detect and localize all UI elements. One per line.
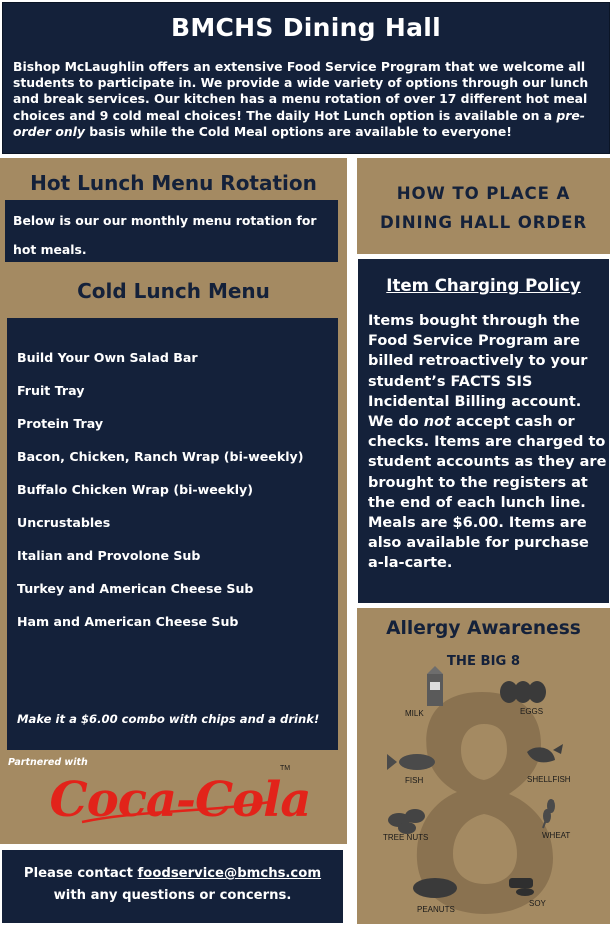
allergen-label: FISH <box>405 776 424 785</box>
cold-lunch-item: Ham and American Cheese Sub <box>17 614 239 629</box>
milk-icon <box>427 666 443 706</box>
cold-lunch-item: Uncrustables <box>17 515 111 530</box>
order-instructions-box <box>357 158 610 254</box>
cold-lunch-item: Buffalo Chicken Wrap (bi-weekly) <box>17 482 254 497</box>
cold-lunch-list <box>17 350 304 647</box>
intro-emphasis: pre-order only <box>13 107 585 139</box>
order-title-line1: HOW TO PLACE A <box>396 184 571 203</box>
allergen-label: EGGS <box>520 707 544 716</box>
intro-text-part2: basis while the Cold Meal options are available to everyone! <box>84 123 512 139</box>
coca-cola-logo <box>49 758 311 834</box>
allergen-label: MILK <box>405 709 424 718</box>
contact-box <box>2 847 343 923</box>
allergy-box <box>357 608 610 924</box>
contact-text <box>2 863 343 907</box>
big-8-graphic <box>357 670 610 924</box>
hot-lunch-box <box>5 200 338 262</box>
combo-note: Make it a $6.00 combo with chips and a drink! <box>17 712 320 726</box>
allergen-label: PEANUTS <box>417 905 455 914</box>
fish-icon <box>387 754 435 770</box>
menu-column <box>0 158 347 844</box>
page-title: BMCHS Dining Hall <box>170 13 442 42</box>
policy-text-part2: accept cash or checks. Items are charged to student accounts as they are brought to the registers at the end of each lunch line. Meals are $6.00. Items are also available for purchase a-la-carte. <box>368 414 607 572</box>
cold-lunch-item: Fruit Tray <box>17 383 85 398</box>
tree-nuts-icon <box>388 809 425 834</box>
wheat-icon <box>543 800 554 828</box>
contact-prefix: Please contact <box>23 866 138 881</box>
allergy-subtitle: THE BIG 8 <box>446 654 521 669</box>
allergen-label: SHELLFISH <box>527 775 571 784</box>
cold-lunch-item: Turkey and American Cheese Sub <box>17 581 254 596</box>
intro-paragraph <box>13 59 605 140</box>
policy-text-part1: Items bought through the Food Service Program are billed retroactively to your student’s FACTS SIS Incidental Billing account. We do <box>368 313 588 431</box>
policy-title: Item Charging Policy <box>386 276 581 295</box>
cold-lunch-item: Bacon, Chicken, Ranch Wrap (bi-weekly) <box>17 449 304 464</box>
trademark-mark: TM <box>280 765 291 772</box>
hot-lunch-title: Hot Lunch Menu Rotation <box>30 171 317 195</box>
policy-emphasis: not <box>423 414 451 431</box>
cold-lunch-item: Protein Tray <box>17 416 104 431</box>
partnered-label: Partnered with <box>8 757 88 768</box>
intro-text-part1: Bishop McLaughlin offers an extensive Food Service Program that we welcome all students to participate in. We provide a wide variety of options through our lunch and break services. Our kitchen has a menu rotation of over 17 different hot meal choices and 9 cold meal choices! The daily Hot Lunch option is available on a <box>13 59 589 123</box>
charging-policy-box <box>357 258 610 604</box>
cold-lunch-title: Cold Lunch Menu <box>77 279 270 303</box>
coca-cola-wordmark: Coca-Cola <box>49 772 311 828</box>
cold-lunch-box <box>7 318 338 750</box>
hot-lunch-text: Below is our our monthly menu rotation for hot meals. <box>13 213 317 257</box>
contact-email-link[interactable]: foodservice@bmchs.com <box>137 866 322 881</box>
cold-lunch-item: Build Your Own Salad Bar <box>17 350 198 365</box>
eggs-icon <box>500 681 546 703</box>
peanuts-icon <box>413 878 457 898</box>
order-title-line2: DINING HALL ORDER <box>379 213 588 232</box>
policy-text <box>368 311 608 574</box>
allergen-label: WHEAT <box>542 831 571 840</box>
allergy-title: Allergy Awareness <box>386 618 581 639</box>
allergen-label: TREE NUTS <box>383 833 429 842</box>
cold-lunch-item: Italian and Provolone Sub <box>17 548 201 563</box>
allergen-label: SOY <box>529 899 546 908</box>
header-banner <box>2 2 610 154</box>
contact-suffix: with any questions or concerns. <box>53 888 292 903</box>
order-title <box>357 179 610 237</box>
